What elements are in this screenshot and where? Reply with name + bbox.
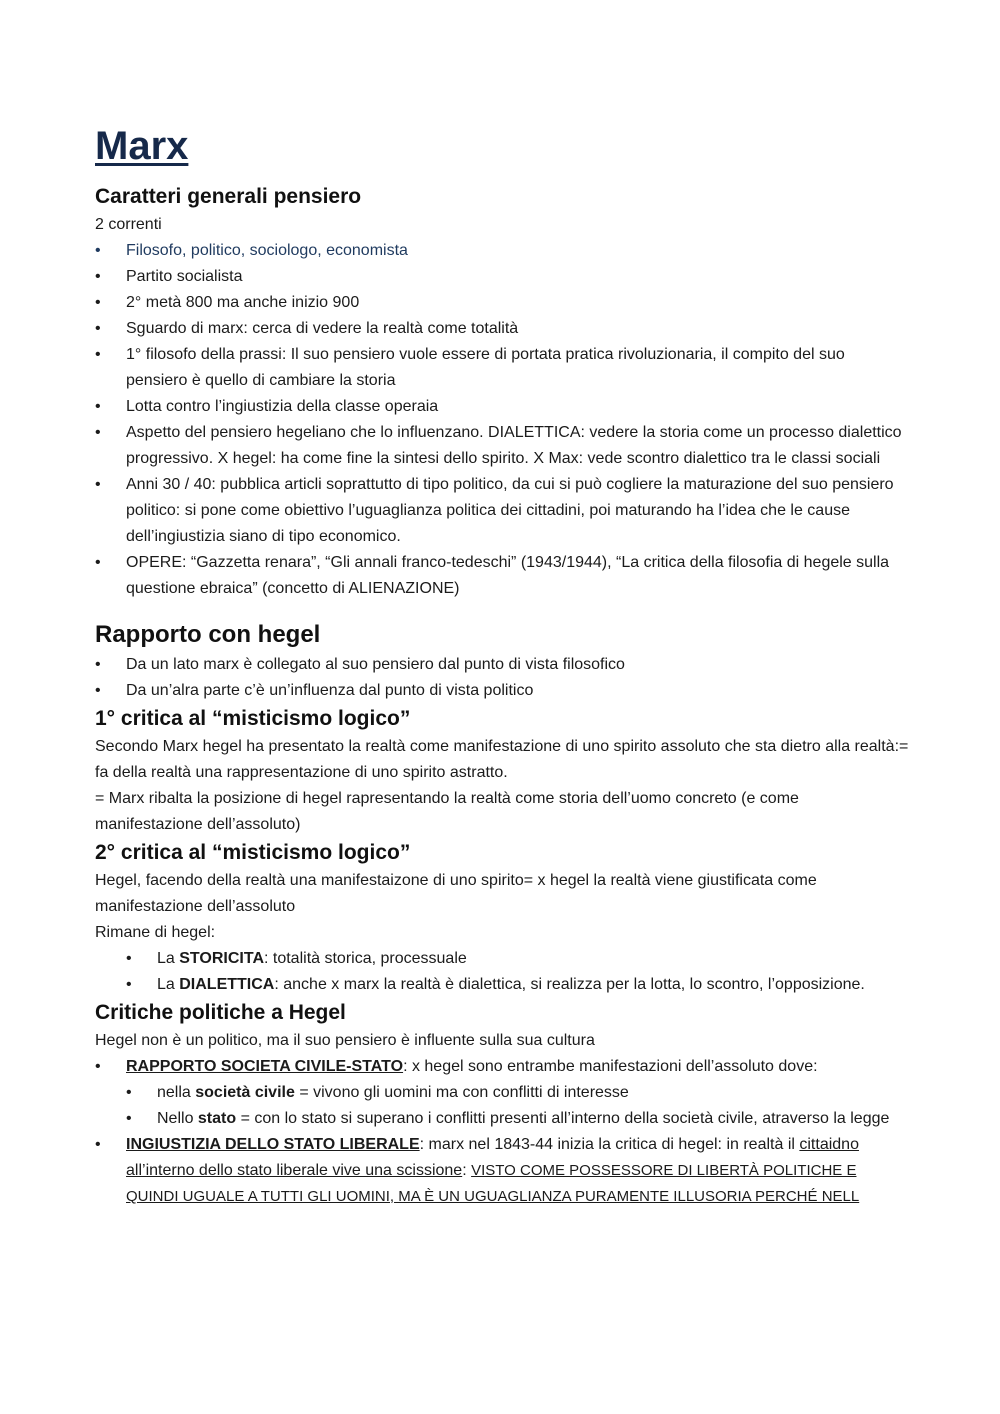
page-title: Marx <box>95 124 189 168</box>
paragraph: Rimane di hegel: <box>95 924 216 941</box>
list-item: • Aspetto del pensiero hegeliano che lo influenzano. DIALETTICA: vedere la storia come un processo dialettico progressivo. X hegel: ha come fine la sintesi dello spirito. X Max: vede scontro dialettico tra le classi sociali <box>95 420 910 472</box>
paragraph: Secondo Marx hegel ha presentato la realtà come manifestazione di uno spirito assoluto che sta dietro alla realtà:= fa della realtà una rappresentazione di uno spirito astratto. <box>95 738 909 781</box>
bullet-list-rimane <box>95 946 910 998</box>
list-item: • Anni 30 / 40: pubblica articli soprattutto di tipo politico, da cui si può cogliere la maturazione del suo pensiero politico: si pone come obiettivo l’uguaglianza politica dei cittadini, poi maturando ha l’idea che le cause dell’ingiustizia siano di tipo economico. <box>95 472 910 550</box>
bold-term: stato <box>197 1110 237 1127</box>
sub-bullet-list <box>126 1080 910 1132</box>
list-item: • INGIUSTIZIA DELLO STATO LIBERALE: marx nel 1843-44 inizia la critica di hegel: in realtà il cittaidno all’interno dello stato liberale vive una scissione: VISTO COME POSSESSORE DI LIBERTÀ POLITICHE E QUINDI UGUALE A TUTTI GLI UOMINI, MA È UN UGUAGLIANZA PURAMENTE ILLUSORIA PERCHÉ NELL <box>95 1132 910 1210</box>
list-item: • nella società civile = vivono gli uomini ma con conflitti di interesse <box>126 1080 910 1106</box>
bold-underlined-term: RAPPORTO SOCIETA CIVILE-STATO <box>126 1058 404 1075</box>
bold-underlined-term: INGIUSTIZIA DELLO STATO LIBERALE <box>126 1136 420 1153</box>
document-page <box>95 120 910 1210</box>
section-heading-critica-2: 2° critica al “misticismo logico” <box>95 841 411 864</box>
paragraph: Hegel, facendo della realtà una manifestaizone di uno spirito= x hegel la realtà viene giustificata come manifestazione dell’assoluto <box>95 872 817 915</box>
bullet-list-caratteri <box>95 238 910 602</box>
section-intro: Hegel non è un politico, ma il suo pensiero è influente sulla sua cultura <box>95 1032 595 1049</box>
list-item: • La DIALETTICA: anche x marx la realtà è dialettica, si realizza per la lotta, lo scontro, l’opposizione. <box>126 972 910 998</box>
bullet-list-rapporto <box>95 652 910 704</box>
section-heading-critiche-politiche: Critiche politiche a Hegel <box>95 1001 346 1024</box>
list-item: • La STORICITA: totalità storica, processuale <box>126 946 910 972</box>
underlined-caps-text: VISTO COME POSSESSORE DI LIBERTÀ POLITICHE E QUINDI UGUALE A TUTTI GLI UOMINI, MA È UN UGUAGLIANZA PURAMENTE ILLUSORIA PERCHÉ NELL <box>126 1162 860 1205</box>
bold-term: DIALETTICA <box>179 976 275 993</box>
bullet-list-critiche <box>95 1054 910 1210</box>
list-item: • Sguardo di marx: cerca di vedere la realtà come totalità <box>95 316 910 342</box>
section-heading-rapporto: Rapporto con hegel <box>95 621 321 648</box>
list-item: • Nello stato = con lo stato si superano i conflitti presenti all’interno della società civile, atraverso la legge <box>126 1106 910 1132</box>
list-item: • Lotta contro l’ingiustizia della classe operaia <box>95 394 910 420</box>
section-intro: 2 correnti <box>95 216 162 233</box>
list-item: • Filosofo, politico, sociologo, economista <box>95 238 910 264</box>
section-heading-critica-1: 1° critica al “misticismo logico” <box>95 707 411 730</box>
list-item: • 1° filosofo della prassi: Il suo pensiero vuole essere di portata pratica rivoluzionaria, il compito del suo pensiero è quello di cambiare la storia <box>95 342 910 394</box>
list-item: • Da un lato marx è collegato al suo pensiero dal punto di vista filosofico <box>95 652 910 678</box>
bold-term: società civile <box>195 1084 295 1101</box>
underlined-text: cittaidno all’interno dello stato liberale vive una scissione <box>126 1136 859 1179</box>
paragraph: = Marx ribalta la posizione di hegel rapresentando la realtà come storia dell’uomo concreto (e come manifestazione dell’assoluto) <box>95 790 799 833</box>
bold-term: STORICITA <box>179 950 264 967</box>
list-item: • Partito socialista <box>95 264 910 290</box>
list-item: • RAPPORTO SOCIETA CIVILE-STATO: x hegel sono entrambe manifestazioni dell’assoluto dove: • nella società civile = vivono gli uomini ma con conflitti di interesse • Nello stato = con lo stato si superano i conflitti presenti all’interno della società civile, atraverso la legge <box>95 1054 910 1132</box>
list-item: • 2° metà 800 ma anche inizio 900 <box>95 290 910 316</box>
section-heading-caratteri: Caratteri generali pensiero <box>95 185 362 208</box>
list-item: • OPERE: “Gazzetta renara”, “Gli annali franco-tedeschi” (1943/1944), “La critica della filosofia di hegele sulla questione ebraica” (concetto di ALIENAZIONE) <box>95 550 910 602</box>
list-item: • Da un’alra parte c’è un’influenza dal punto di vista politico <box>95 678 910 704</box>
